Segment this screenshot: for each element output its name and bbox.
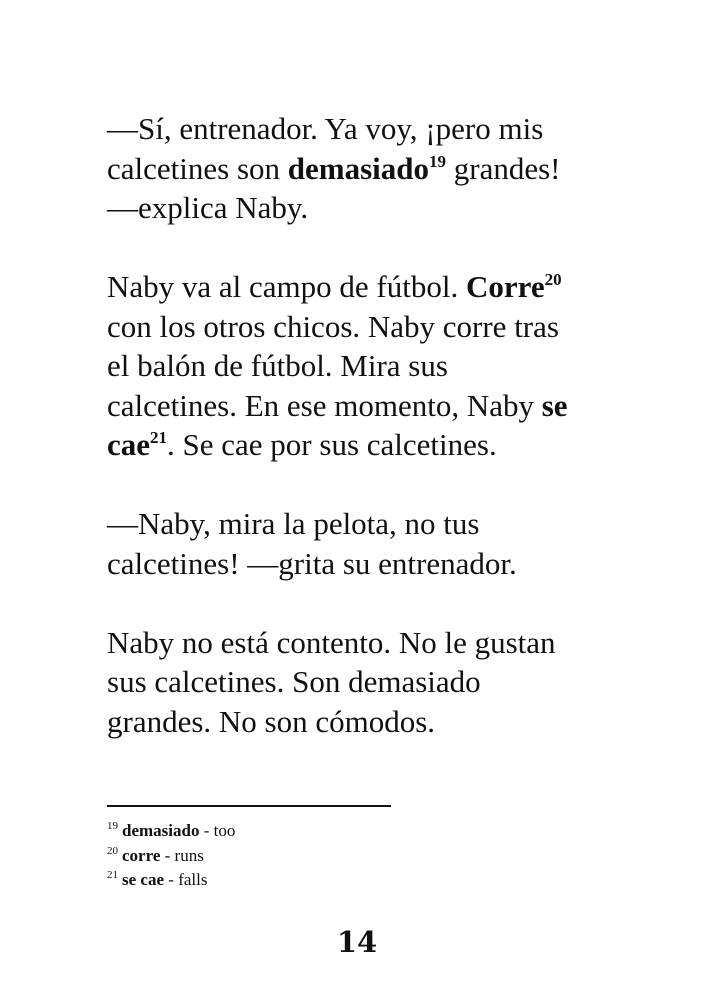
footnote-item [107,819,507,844]
text-run: —Sí, entrenador. Ya voy, ¡pero mis [107,111,544,146]
page-number: 14 [336,925,378,959]
footnote-meaning: too [213,821,236,840]
text-run: sus calcetines. Son demasiado [107,664,481,699]
text-line [107,544,667,584]
text-run: calcetines. En ese momento, Naby [107,387,542,423]
text-line [107,623,667,663]
text-run: grandes! [446,150,561,186]
text-run: . Se cae por sus calcetines. [167,427,497,462]
text-run: calcetines! —grita su entrenador. [107,545,517,581]
footnote-number: 19 [107,820,118,833]
footnote-meaning: falls [178,870,208,889]
footnote-ref: 19 [429,151,447,171]
text-line [107,267,667,307]
vocab-word: demasiado [287,150,430,186]
text-run: Naby no está contento. No le gustan [107,624,556,660]
text-run: calcetines son [107,150,288,186]
text-run: —Naby, mira la pelota, no tus [107,506,480,541]
text-line [107,386,667,426]
vocab-word: cae [107,427,151,462]
text-run: el balón de fútbol. Mira sus [107,348,448,383]
text-line [107,702,667,742]
footnote-ref: 21 [150,427,168,447]
footnote-meaning: runs [174,845,204,865]
text-line [107,109,667,149]
text-line [107,307,667,347]
footnote-term: corre [122,845,161,865]
footnotes [107,819,507,893]
text-line [107,346,667,386]
story-text [107,109,667,781]
vocab-word: Corre [465,269,545,304]
footnote-number: 20 [107,844,118,857]
text-run: Naby va al campo de fútbol. [107,269,466,304]
footnote-term: demasiado [122,821,200,840]
footnote-separator: - [199,821,214,840]
footnote-ref: 20 [544,269,562,289]
paragraph [107,504,667,583]
footnote-separator: - [164,870,179,889]
vocab-word: se [541,387,568,423]
footnote-separator: - [160,845,175,865]
paragraph [107,109,667,228]
paragraph [107,267,667,465]
paragraph [107,623,667,742]
text-line [107,149,667,189]
footnote-item [107,868,507,893]
footnote-item [107,844,507,869]
text-line [107,662,667,702]
footnote-divider [107,805,391,807]
text-line [107,188,667,228]
text-run: con los otros chicos. Naby corre tras [107,308,559,344]
text-line [107,504,667,544]
text-run: —explica Naby. [107,190,309,225]
footnote-number: 21 [107,869,118,882]
text-run: grandes. No son cómodos. [107,703,436,739]
footnote-term: se cae [122,870,165,889]
text-line [107,425,667,465]
